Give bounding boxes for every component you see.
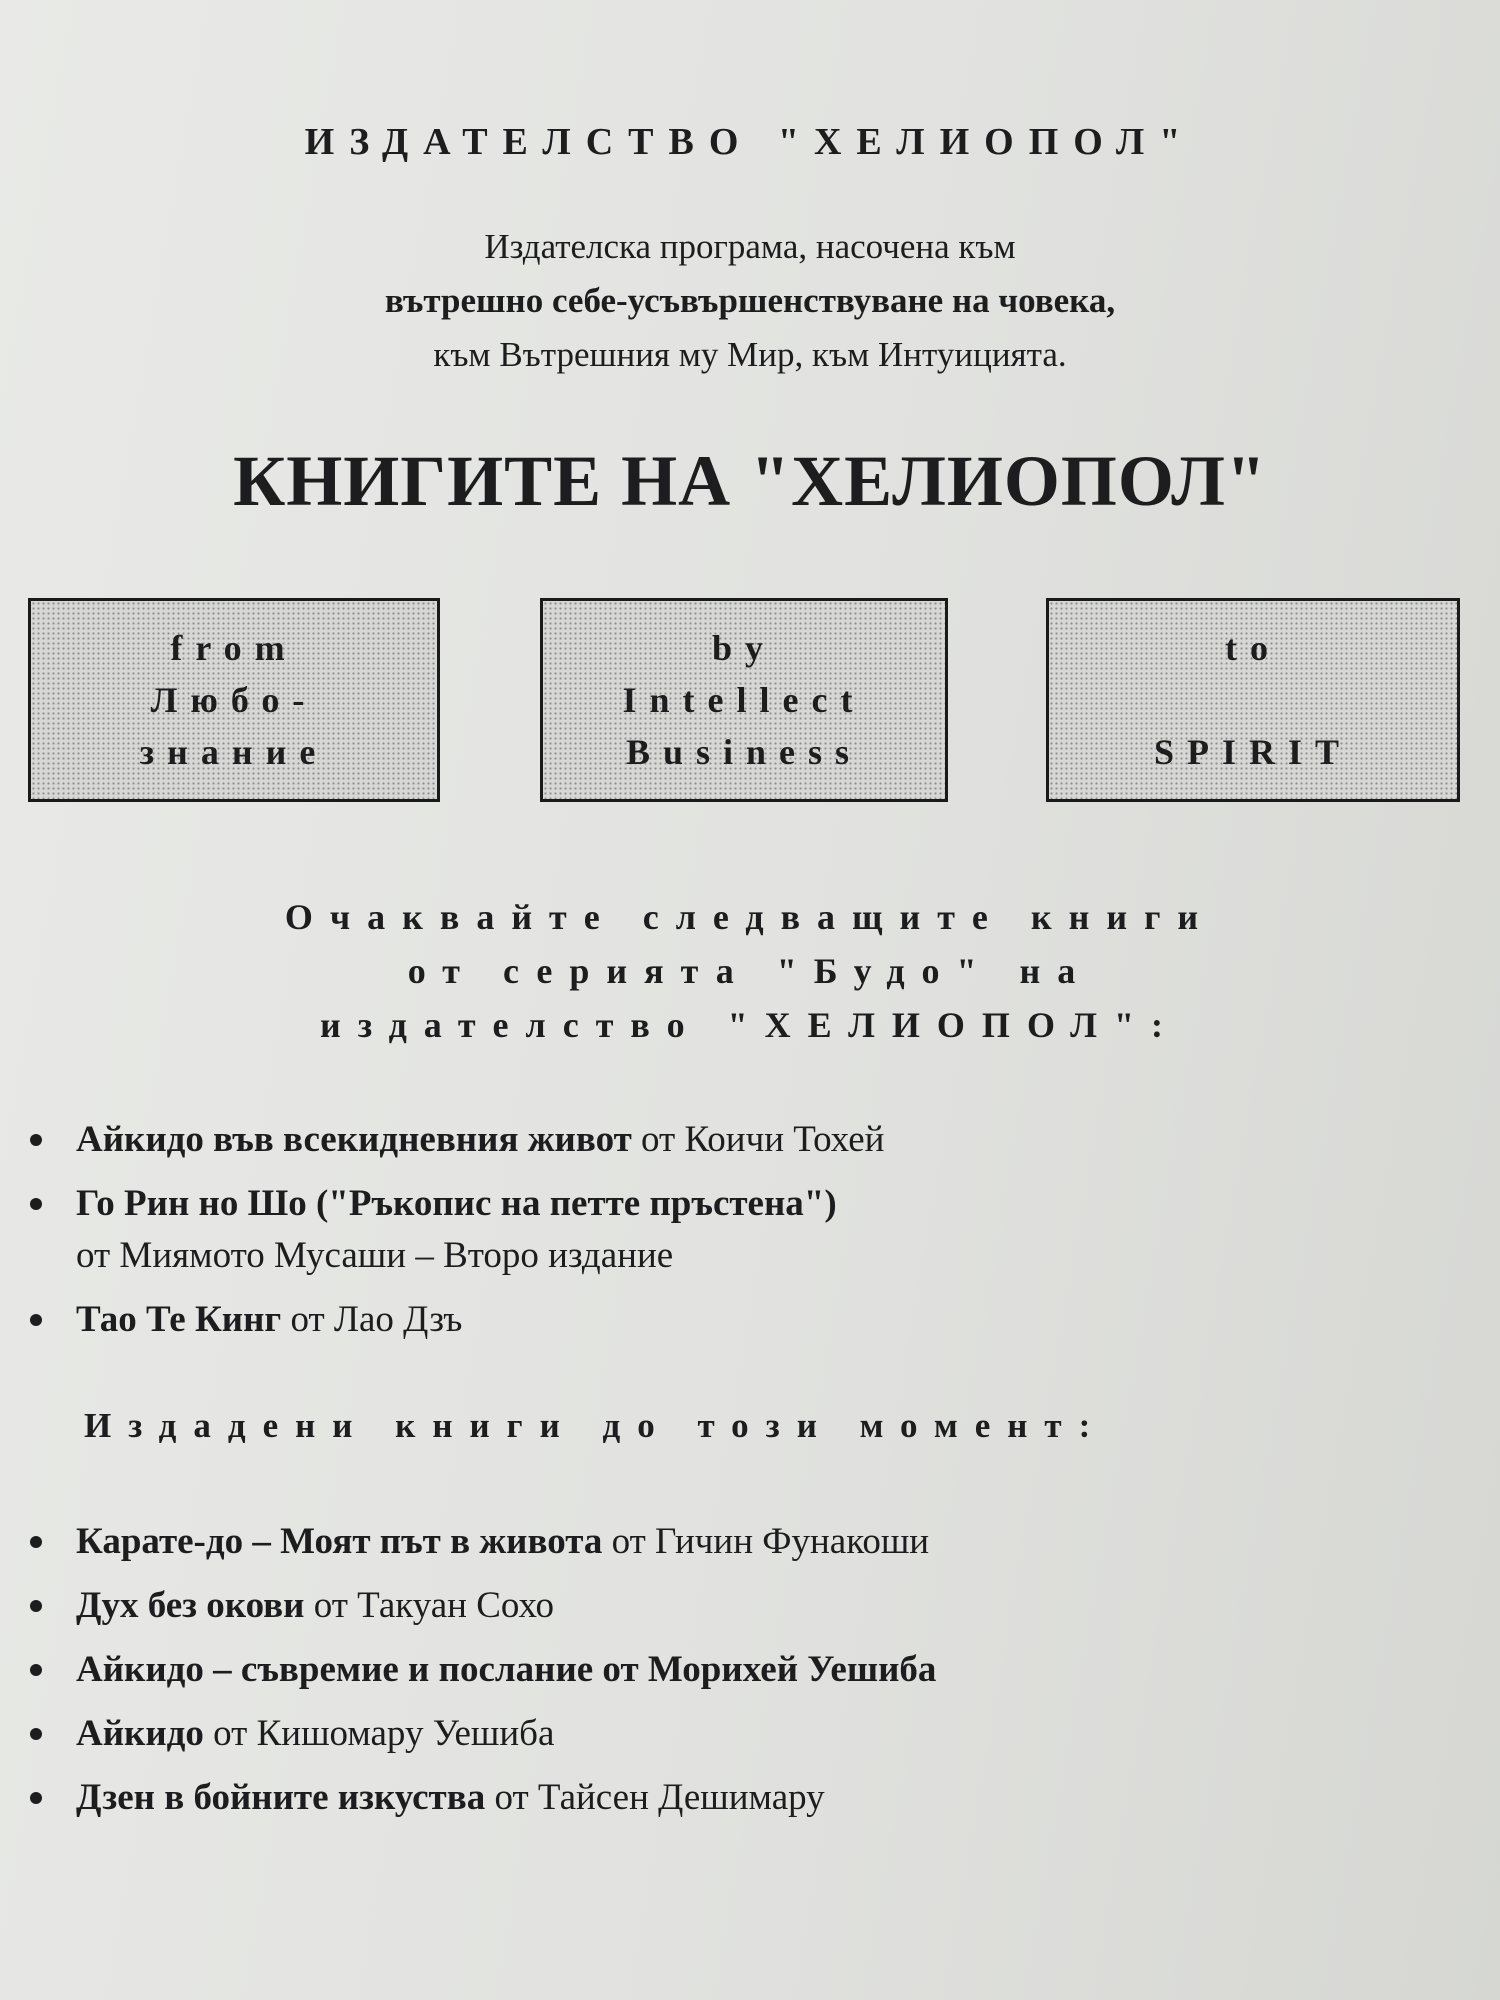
list-item (30, 1580, 936, 1632)
published-books-list (30, 1516, 936, 1836)
upcoming-books-intro (0, 890, 1500, 1052)
list-item (30, 1516, 936, 1568)
list-item (30, 1294, 884, 1346)
bullet-icon (30, 1134, 42, 1146)
book-title: Го Рин но Шо ("Ръкопис на петте пръстена") (76, 1183, 837, 1224)
page-heading: КНИГИТЕ НА "ХЕЛИОПОЛ" (233, 441, 1267, 521)
motto-box-line: Intellect (622, 680, 866, 720)
book-title: Айкидо (76, 1713, 204, 1754)
motto-box-line: to (1225, 628, 1281, 668)
book-author: от Такуан Сохо (304, 1585, 555, 1626)
book-author: от Миямото Мусаши – Второ издание (76, 1235, 674, 1276)
publisher-name: ИЗДАТЕЛСТВО "ХЕЛИОПОЛ" (304, 121, 1196, 163)
bullet-icon (30, 1198, 42, 1210)
book-author: от Коичи Тохей (631, 1119, 885, 1160)
program-line-3: към Вътрешния му Мир, към Интуицията. (433, 335, 1067, 374)
book-title: Тао Те Кинг (76, 1299, 282, 1340)
list-item (30, 1178, 884, 1282)
list-item (30, 1114, 884, 1166)
bullet-icon (30, 1600, 42, 1612)
book-title: Айкидо във всекидневния живот (76, 1119, 632, 1160)
bullet-icon (30, 1664, 42, 1676)
motto-box-line: SPIRIT (1153, 732, 1353, 772)
motto-box-from (28, 598, 440, 802)
book-author: от Кишомару Уешиба (203, 1713, 555, 1754)
upcoming-intro-line-2: от серията "Будо" на (407, 951, 1093, 991)
list-item (30, 1644, 936, 1696)
book-author: от Гичин Фунакоши (602, 1521, 930, 1562)
book-title: Дзен в бойните изкуства (76, 1777, 486, 1818)
motto-box-to (1046, 598, 1460, 802)
list-item (30, 1708, 936, 1760)
bullet-icon (30, 1792, 42, 1804)
publishing-program-description (0, 220, 1500, 382)
book-author: от Тайсен Дешимару (485, 1777, 825, 1818)
upcoming-intro-line-1: Очаквайте следващите книги (284, 897, 1216, 937)
program-line-1: Издателска програма, насочена към (484, 227, 1016, 266)
motto-box-line: Любо- (150, 680, 318, 720)
upcoming-intro-line-3: издателство "ХЕЛИОПОЛ": (320, 1005, 1180, 1045)
motto-box-line: знание (139, 732, 329, 772)
bullet-icon (30, 1536, 42, 1548)
published-books-heading: Издадени книги до този момент: (84, 1406, 1108, 1445)
motto-box-spacer (1242, 674, 1264, 726)
list-item (30, 1772, 936, 1824)
book-title: Айкидо – съвремие и послание от Морихей Уешиба (76, 1649, 937, 1690)
bullet-icon (30, 1314, 42, 1326)
motto-box-line: from (170, 628, 298, 668)
program-line-2: вътрешно себе-усъвършенствуване на човека, (384, 281, 1116, 320)
motto-box-line: by (711, 628, 777, 668)
book-title: Дух без окови (76, 1585, 305, 1626)
book-title: Карате-до – Моят път в живота (76, 1521, 603, 1562)
bullet-icon (30, 1728, 42, 1740)
motto-box-line: Business (625, 732, 863, 772)
upcoming-books-list (30, 1114, 884, 1358)
book-author: от Лао Дзъ (281, 1299, 463, 1340)
motto-box-by (540, 598, 948, 802)
